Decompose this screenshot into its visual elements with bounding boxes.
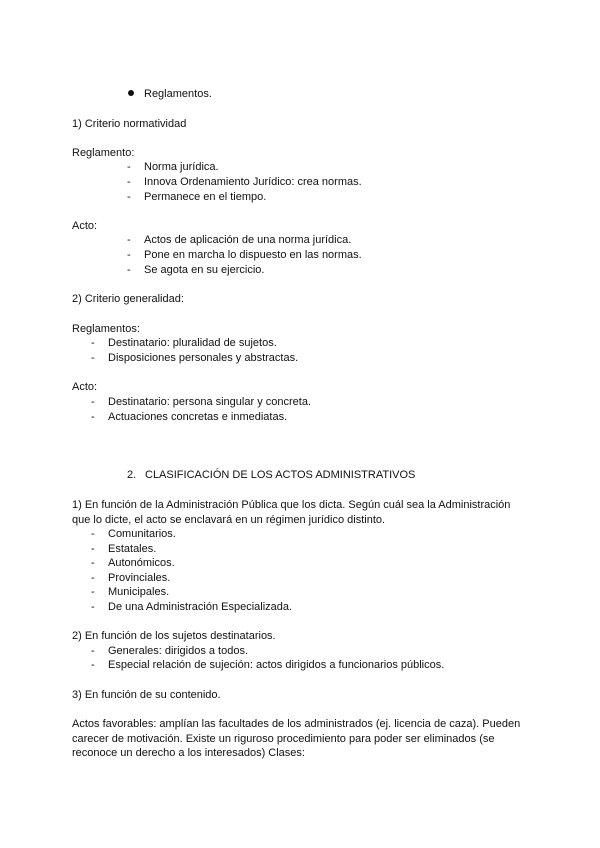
dash-icon: - <box>91 557 95 569</box>
dash-icon: - <box>127 264 131 276</box>
section-number: 2. <box>127 469 137 481</box>
list-item: Comunitarios. <box>108 528 176 540</box>
list-item: Destinatario: persona singular y concreta. <box>108 396 311 408</box>
dash-icon: - <box>91 396 95 408</box>
funcion2-heading: 2) En función de los sujetos destinatarios. <box>72 630 276 642</box>
list-item: Generales: dirigidos a todos. <box>108 645 249 657</box>
list-item: Especial relación de sujeción: actos dirigidos a funcionarios públicos. <box>108 659 445 671</box>
list-item: Autonómicos. <box>108 557 175 569</box>
list-item: Disposiciones personales y abstractas. <box>108 352 299 364</box>
dash-icon: - <box>127 161 131 173</box>
dash-icon: - <box>127 249 131 261</box>
bullet-icon <box>128 90 134 96</box>
list-item: Innova Ordenamiento Jurídico: crea normas. <box>144 176 362 188</box>
acto-label: Acto: <box>72 381 98 393</box>
list-item: Pone en marcha lo dispuesto en las normas. <box>144 249 362 261</box>
list-item: Actuaciones concretas e inmediatas. <box>108 411 288 423</box>
funcion1-intro-line1: 1) En función de la Administración Pública que los dicta. Según cuál sea la Administración <box>72 499 511 511</box>
dash-icon: - <box>91 586 95 598</box>
dash-icon: - <box>91 601 95 613</box>
criterio2-heading: 2) Criterio generalidad: <box>72 293 184 305</box>
dash-icon: - <box>127 191 131 203</box>
reglamentos-label: Reglamentos: <box>72 323 140 335</box>
list-item: Provinciales. <box>108 572 171 584</box>
funcion3-para-line1: Actos favorables: amplían las facultades de los administrados (ej. licencia de caza). Pueden <box>72 718 521 730</box>
list-item: Actos de aplicación de una norma jurídica. <box>144 234 352 246</box>
list-item: De una Administración Especializada. <box>108 601 293 613</box>
dash-icon: - <box>91 337 95 349</box>
funcion3-para-line3: reconoce un derecho a los interesados) Clases: <box>72 747 305 759</box>
criterio1-heading: 1) Criterio normatividad <box>72 118 187 130</box>
list-item: Se agota en su ejercicio. <box>144 264 265 276</box>
top-bullet-text: Reglamentos. <box>144 88 212 100</box>
list-item: Permanece en el tiempo. <box>144 191 267 203</box>
dash-icon: - <box>91 528 95 540</box>
acto-label: Acto: <box>72 220 98 232</box>
dash-icon: - <box>91 543 95 555</box>
dash-icon: - <box>127 176 131 188</box>
funcion1-intro-line2: que lo dicte, el acto se enclavará en un régimen jurídico distinto. <box>72 514 386 526</box>
dash-icon: - <box>91 572 95 584</box>
dash-icon: - <box>91 352 95 364</box>
reglamento-label: Reglamento: <box>72 147 135 159</box>
funcion3-heading: 3) En función de su contenido. <box>72 689 221 701</box>
dash-icon: - <box>91 645 95 657</box>
section-title: CLASIFICACIÓN DE LOS ACTOS ADMINISTRATIVOS <box>145 469 416 481</box>
dash-icon: - <box>127 234 131 246</box>
funcion3-para-line2: carecer de motivación. Existe un riguroso procedimiento para poder ser eliminados (se <box>72 733 495 745</box>
list-item: Municipales. <box>108 586 170 598</box>
dash-icon: - <box>91 659 95 671</box>
dash-icon: - <box>91 411 95 423</box>
list-item: Norma jurídica. <box>144 161 219 173</box>
list-item: Destinatario: pluralidad de sujetos. <box>108 337 277 349</box>
list-item: Estatales. <box>108 543 157 555</box>
